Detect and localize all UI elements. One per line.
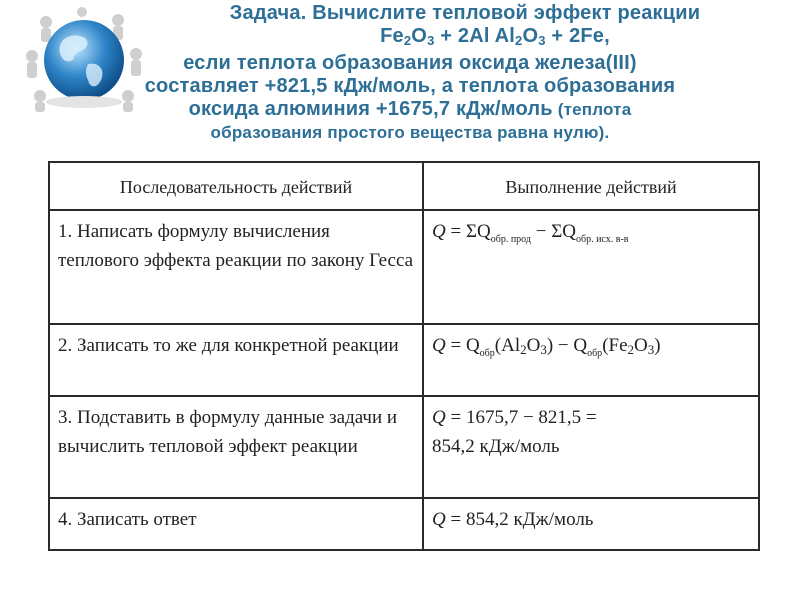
step-4-formula: Q = 854,2 кДж/моль <box>423 498 759 550</box>
table-row <box>49 210 759 324</box>
step-1-text: 1. Написать формулу вычисления теплового эффекта реакции по закону Гесса <box>49 210 423 324</box>
title-line-5: оксида алюминия +1675,7 кДж/моль (теплота <box>188 98 632 120</box>
header-steps: Последовательность действий <box>49 162 423 210</box>
title-line-4: составляет +821,5 кДж/моль, а теплота образования <box>144 75 676 97</box>
header-execution: Выполнение действий <box>423 162 759 210</box>
table-row <box>49 498 759 550</box>
table-row <box>49 396 759 498</box>
step-2-text: 2. Записать то же для конкретной реакции <box>49 324 423 396</box>
step-2-formula: $Q = Q_{обр}(Al_2O_3) - Q_{обр}(Fe_2O_3)$ <box>423 324 759 396</box>
table-row <box>49 324 759 396</box>
task-title <box>60 2 760 144</box>
title-line-6: образования простого вещества равна нулю). <box>210 123 610 142</box>
title-line-3: если теплота образования оксида железа(III) <box>183 52 637 74</box>
title-line-1: Задача. Вычислите тепловой эффект реакции <box>229 2 701 24</box>
step-4-text: 4. Записать ответ <box>49 498 423 550</box>
step-3-text: 3. Подставить в формулу данные задачи и вычислить тепловой эффект реакции <box>49 396 423 498</box>
solution-table <box>48 161 760 551</box>
step-3-formula: Q = 1675,7 − 821,5 = 854,2 кДж/моль <box>423 396 759 498</box>
step-1-formula: $Q = \Sigma Q_{обр. прод} - \Sigma Q_{обр. исх. в-в}$ <box>423 210 759 324</box>
table-header-row <box>49 162 759 210</box>
reaction-equation: $Fe_2O_3 + 2Al$ $Al_2O_3 + 2Fe$, <box>380 25 610 48</box>
